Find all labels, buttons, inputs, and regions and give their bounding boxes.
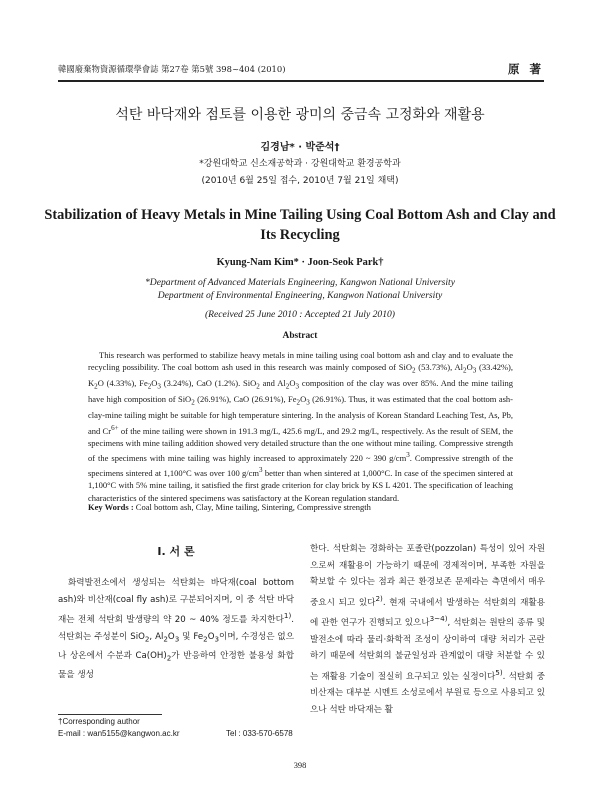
header-rule: [58, 80, 544, 82]
body-right-column: 한다. 석탄회는 경화하는 포졸란(pozzolan) 특성이 있어 자원으로써 재활용이 가능하기 때문에 경제적이며, 부족한 자원을 확보할 수 있다는 점과 최근 환경보존 문제라는 측면에서 매우 중요시 되고 있다$^{2)}$. 현재 국내에서 발생하는 석탄회의 재활용에 관한 연구가 진행되고 있으나$^{3\sim 4)}$, 석탄회는 원탄의 종류 및 발전소에 따라 물리·화학적 조성이 상이하여 대량 처리가 곤란하기 때문에 석탄회의 불균일성과 관계없이 대량 처분할 수 있는 재활용 기술이 절실히 요구되고 있는 실정이다$^{5)}$. 석탄회 중 비산재는 대부분 시멘트 소성로에서 부원료 등으로 사용되고 있으나 석탄 바닥재는 활: [310, 544, 545, 715]
author-phone: Tel : 033-570-6578: [226, 729, 293, 738]
journal-citation: 韓國廢棄物資源循環學會誌 第27卷 第5號 398~404 (2010): [58, 64, 286, 74]
body-left-column: 화력발전소에서 생성되는 석탄회는 바닥재(coal bottom ash)와 비산재(coal fly ash)로 구분되어지며, 이 중 석탄 바닥재는 전체 석탄회 발생량의 약 20 ~ 40% 정도를 차지한다$^{1)}$. 석탄회는 주성분이 SiO$_2$, $Al_2O_3$ 및 $Fe_2O_3$이며, 수경성은 없으나 상온에서 수분과 $Ca(OH)_2$가 반응하여 안정한 불용성 화합물을 생성: [58, 578, 295, 681]
keywords: [88, 502, 528, 512]
affiliation-line-1: *Department of Advanced Materials Engineering, Kangwon National University: [145, 277, 455, 288]
affiliation-line-2: Department of Environmental Engineering, Kangwon National University: [157, 290, 443, 301]
corresponding-author-label: †Corresponding author: [58, 717, 140, 726]
footnote-rule: [58, 714, 162, 715]
korean-title: 석탄 바닥재와 점토를 이용한 광미의 중금속 고정화와 재활용: [115, 107, 485, 123]
article-type-label: 原 著: [507, 62, 544, 76]
english-title: Stabilization of Heavy Metals in Mine Tailing Using Coal Bottom Ash and Clay and Its Recycling: [44, 207, 556, 243]
page-number: 398: [293, 761, 307, 770]
keywords-label: Key Words :: [88, 502, 134, 512]
korean-authors: 김경남* · 박준석†: [260, 142, 340, 153]
contact-line: [58, 729, 293, 738]
keywords-value: Coal bottom ash, Clay, Mine tailing, Sintering, Compressive strength: [133, 502, 371, 512]
english-authors: Kyung-Nam Kim* · Joon-Seok Park†: [216, 257, 384, 268]
english-dates: (Received 25 June 2010 : Accepted 21 July 2010): [204, 309, 395, 320]
abstract-heading: Abstract: [282, 331, 318, 341]
abstract-text: This research was performed to stabilize heavy metals in mine tailing using coal bottom ash and clay and to evaluate the recycling possibility. The coal bottom ash used in this research was mainly composed of SiO$_2$ (53.73%), $Al_2O_3$ (33.42%), $K_2O$ (4.33%), $Fe_2O_3$ (3.24%), CaO (1.2%). SiO$_2$ and $Al_2O_3$ composition of the clay was over 85%. And the mine tailing have high composition of SiO$_2$ (26.91%), CaO (26.91%), $Fe_2O_3$ (26.91%). Thus, it was estimated that the coal bottom ash-clay-mine tailing might be suitable for high temperature sintering. In the analysis of Korean Standard Leaching Test, As, Pb, and $Cr^{6+}$ of the mine tailing were shown in 191.3 mg/L, 425.6 mg/L, and 29.2 mg/L, respectively. As the result of SEM, the specimens with mine tailing addition showed very detailed structure than the one without mine tailing. Compressive strength of the specimens with mine tailing was highly increased to approximately 220 ~ 390 $g/cm^3$. Compressive strength of the specimens sintered at 1,100°C was over 100 $g/cm^3$ better than when sintered at 1,000°C. In case of the specimen sintered at 1,100°C with 5% mine tailing, it satisfied the first grade criterion for clay brick by KS L 4201. The specification of leaching characteristics of the sintered specimens was satisfactory at the Korean regulation standard.: [88, 350, 513, 503]
section-heading: I. 서 론: [157, 545, 195, 558]
korean-affiliation: *강원대학교 신소재공학과 · 강원대학교 환경공학과: [199, 159, 401, 169]
korean-dates: (2010년 6월 25일 접수, 2010년 7월 21일 채택): [201, 176, 399, 186]
author-email: E-mail : wan5155@kangwon.ac.kr: [58, 729, 180, 738]
english-affiliation: [40, 276, 560, 302]
running-header: [58, 61, 544, 77]
